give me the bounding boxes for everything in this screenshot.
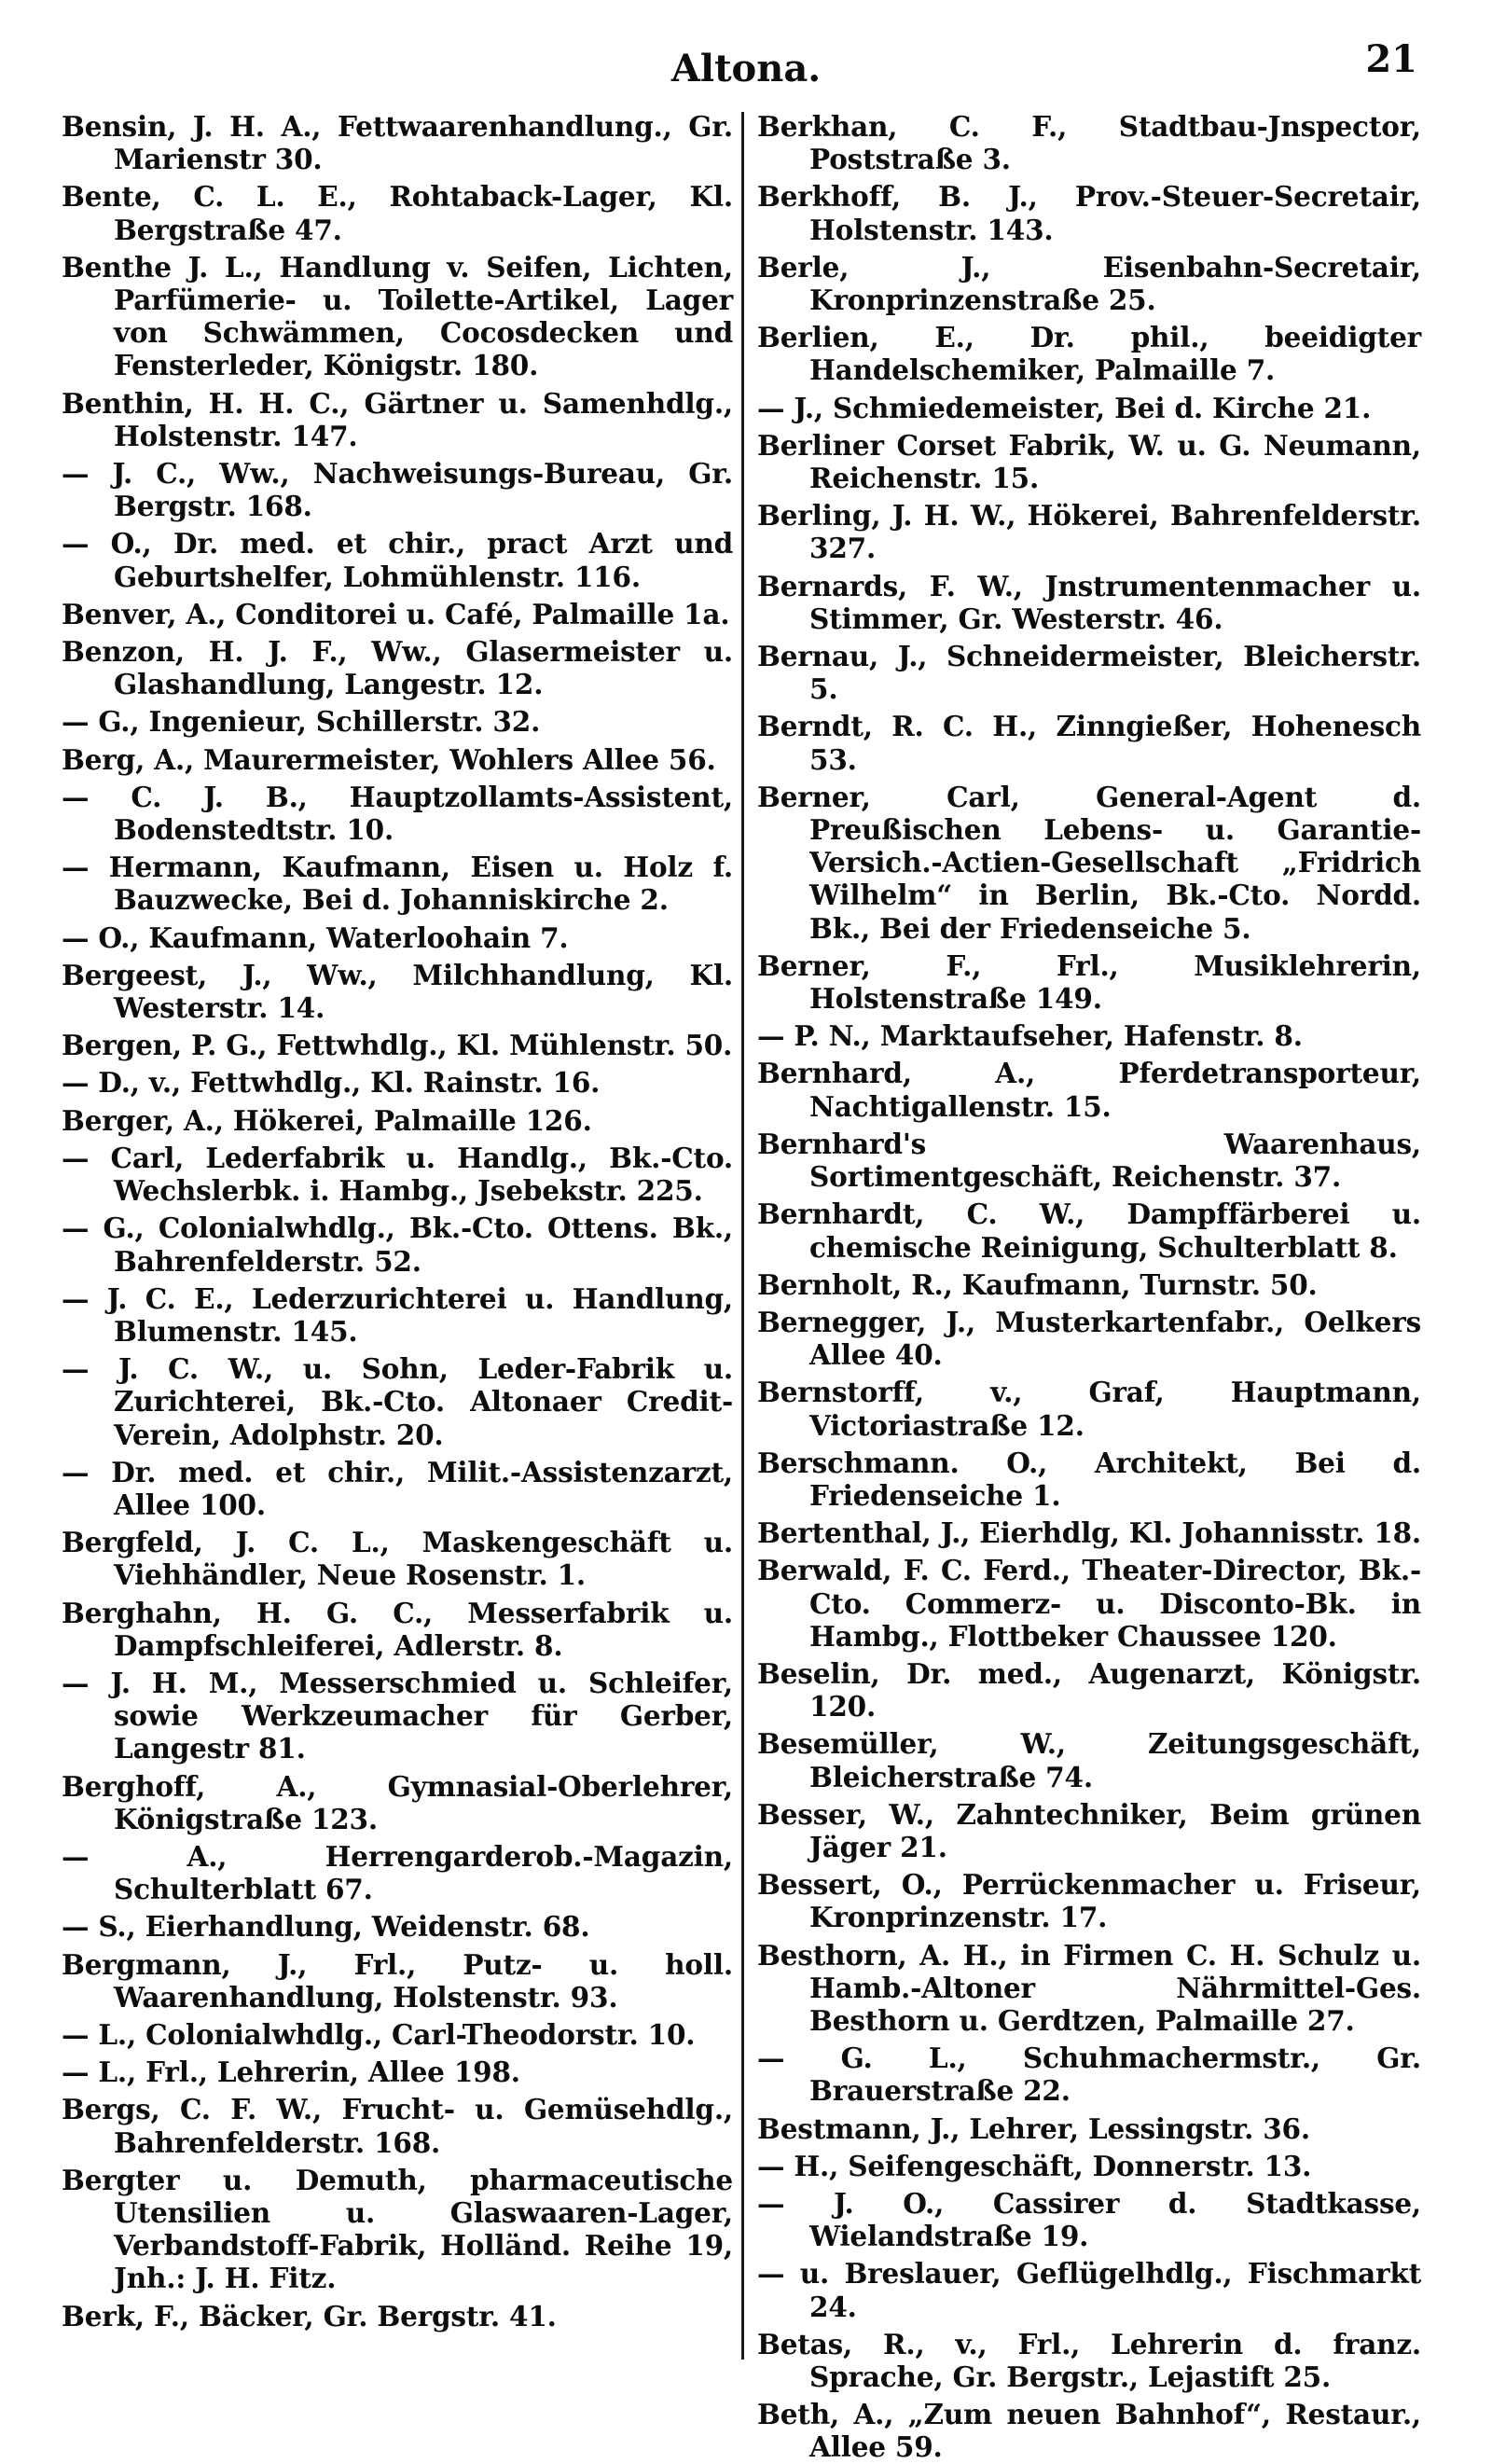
directory-entry: — J. C., Ww., Nachweisungs-Bureau, Gr. Bergstr. 168.	[62, 457, 733, 523]
directory-entry: Benthe J. L., Handlung v. Seifen, Lichten, Parfümerie- u. Toilette-Artikel, Lager von Schwämmen, Cocosdecken und Fensterleder, Königstr. 180.	[62, 250, 733, 382]
directory-entry: Bernstorff, v., Graf, Hauptmann, Victoriastraße 12.	[757, 1376, 1421, 1442]
directory-entry: Bernhardt, C. W., Dampffärberei u. chemische Reinigung, Schulterblatt 8.	[757, 1197, 1421, 1264]
directory-entry: — J. O., Cassirer d. Stadtkasse, Wielandstraße 19.	[757, 2186, 1421, 2253]
directory-entry: Berndt, R. C. H., Zinngießer, Hohenesch 53.	[757, 710, 1421, 776]
directory-entry: Besemüller, W., Zeitungsgeschäft, Bleicherstraße 74.	[757, 1727, 1421, 1793]
directory-entry: Betas, R., v., Frl., Lehrerin d. franz. Sprache, Gr. Bergstr., Lejastift 25.	[757, 2327, 1421, 2393]
left-column	[62, 110, 733, 2367]
directory-entry: Berschmann. O., Architekt, Bei d. Friedenseiche 1.	[757, 1446, 1421, 1512]
directory-entry: — P. N., Marktaufseher, Hafenstr. 8.	[757, 1019, 1303, 1053]
directory-entry: Bestmann, J., Lehrer, Lessingstr. 36.	[757, 2111, 1310, 2145]
directory-entry: Bessert, O., Perrückenmacher u. Friseur, Kronprinzenstr. 17.	[757, 1868, 1421, 1934]
directory-entry: Berkhan, C. F., Stadtbau-Jnspector, Poststraße 3.	[757, 110, 1421, 176]
directory-entry: — O., Dr. med. et chir., pract Arzt und Geburtshelfer, Lohmühlenstr. 116.	[62, 527, 733, 593]
directory-entry: Bensin, J. H. A., Fettwaarenhandlung., Gr. Marienstr 30.	[62, 110, 733, 176]
directory-entry: Berkhoff, B. J., Prov.-Steuer-Secretair, Holstenstr. 143.	[757, 180, 1421, 246]
directory-entry: Berner, F., Frl., Musiklehrerin, Holstenstraße 149.	[757, 948, 1421, 1016]
directory-entry: Benthin, H. H. C., Gärtner u. Samenhdlg., Holstenstr. 147.	[62, 386, 733, 452]
page-header	[0, 37, 1492, 103]
directory-entry: — G., Ingenieur, Schillerstr. 32.	[62, 705, 541, 739]
directory-entry: — A., Herrengarderob.-Magazin, Schulterblatt 67.	[62, 1839, 733, 1906]
directory-entry: Bergter u. Demuth, pharmaceutische Utensilien u. Glaswaaren-Lager, Verbandstoff-Fabrik, Holländ. Reihe 19, Jnh.: J. H. Fitz.	[62, 2163, 733, 2295]
directory-entry: Berle, J., Eisenbahn-Secretair, Kronprinzenstraße 25.	[757, 250, 1421, 317]
directory-entry: — C. J. B., Hauptzollamts-Assistent, Bodenstedtstr. 10.	[62, 780, 733, 847]
directory-entry: — H., Seifengeschäft, Donnerstr. 13.	[757, 2149, 1312, 2182]
directory-entry: Benver, A., Conditorei u. Café, Palmaille 1a.	[62, 597, 730, 630]
directory-entry: — O., Kaufmann, Waterloohain 7.	[62, 921, 569, 954]
directory-entry: Berlien, E., Dr. phil., beeidigter Handelschemiker, Palmaille 7.	[757, 321, 1421, 387]
directory-entry: — J. C. W., u. Sohn, Leder-Fabrik u. Zurichterei, Bk.-Cto. Altonaer Credit-Verein, Adolphstr. 20.	[62, 1352, 733, 1451]
directory-entry: Bertenthal, J., Eierhdlg, Kl. Johannisstr. 18.	[757, 1516, 1421, 1550]
directory-entry: — Dr. med. et chir., Milit.-Assistenzarzt, Allee 100.	[62, 1455, 733, 1521]
directory-entry: Berwald, F. C. Ferd., Theater-Director, Bk.-Cto. Commerz- u. Disconto-Bk. in Hambg., Flottbeker Chaussee 120.	[757, 1554, 1421, 1653]
directory-entry: Berner, Carl, General-Agent d. Preußischen Lebens- u. Garantie-Versich.-Actien-Gesellschaft „Fridrich Wilhelm“ in Berlin, Bk.-Cto. Nordd. Bk., Bei der Friedenseiche 5.	[757, 780, 1421, 945]
directory-entry: — Hermann, Kaufmann, Eisen u. Holz f. Bauzwecke, Bei d. Johanniskirche 2.	[62, 851, 733, 917]
directory-entry: Berghahn, H. G. C., Messerfabrik u. Dampfschleiferei, Adlerstr. 8.	[62, 1596, 733, 1662]
directory-entry: Bente, C. L. E., Rohtaback-Lager, Kl. Bergstraße 47.	[62, 180, 733, 246]
directory-entry: — L., Frl., Lehrerin, Allee 198.	[62, 2056, 520, 2089]
directory-entry: Bernhard's Waarenhaus, Sortimentgeschäft, Reichenstr. 37.	[757, 1127, 1421, 1194]
page-title: Altona.	[670, 47, 822, 90]
directory-entry: Bergen, P. G., Fettwhdlg., Kl. Mühlenstr. 50.	[62, 1029, 733, 1062]
directory-entry: — u. Breslauer, Geflügelhdlg., Fischmarkt 24.	[757, 2257, 1421, 2323]
directory-entry: — G. L., Schuhmachermstr., Gr. Brauerstraße 22.	[757, 2042, 1421, 2108]
directory-entry: Bergs, C. F. W., Frucht- u. Gemüsehdlg., Bahrenfelderstr. 168.	[62, 2093, 733, 2159]
directory-entry: Bernards, F. W., Jnstrumentenmacher u. Stimmer, Gr. Westerstr. 46.	[757, 569, 1421, 635]
directory-entry: Berger, A., Hökerei, Palmaille 126.	[62, 1103, 592, 1137]
directory-entry: — G., Colonialwhdlg., Bk.-Cto. Ottens. Bk., Bahrenfelderstr. 52.	[62, 1211, 733, 1278]
directory-entry: — Carl, Lederfabrik u. Handlg., Bk.-Cto. Wechslerbk. i. Hambg., Jsebekstr. 225.	[62, 1141, 733, 1208]
directory-entry: Bernhard, A., Pferdetransporteur, Nachtigallenstr. 15.	[757, 1057, 1421, 1123]
right-column	[757, 110, 1421, 2464]
directory-entry: Berliner Corset Fabrik, W. u. G. Neumann, Reichenstr. 15.	[757, 428, 1421, 495]
directory-entry: Beth, A., „Zum neuen Bahnhof“, Restaur., Allee 59.	[757, 2398, 1421, 2464]
directory-entry: — J. H. M., Messerschmied u. Schleifer, sowie Werkzeumacher für Gerber, Langestr 81.	[62, 1666, 733, 1765]
page-number: 21	[1365, 37, 1417, 81]
directory-entry: — D., v., Fettwhdlg., Kl. Rainstr. 16.	[62, 1066, 601, 1100]
directory-entry: Beselin, Dr. med., Augenarzt, Königstr. 120.	[757, 1656, 1421, 1723]
directory-entry: Bernholt, R., Kaufmann, Turnstr. 50.	[757, 1267, 1318, 1301]
directory-entry: Besthorn, A. H., in Firmen C. H. Schulz u. Hamb.-Altoner Nährmittel-Ges. Besthorn u. Gerdtzen, Palmaille 27.	[757, 1938, 1421, 2037]
directory-entry: — J., Schmiedemeister, Bei d. Kirche 21.	[757, 391, 1372, 424]
directory-entry: Besser, W., Zahntechniker, Beim grünen Jäger 21.	[757, 1797, 1421, 1863]
directory-entry: Berg, A., Maurermeister, Wohlers Allee 56.	[62, 742, 716, 776]
directory-entry: Bernegger, J., Musterkartenfabr., Oelkers Allee 40.	[757, 1305, 1421, 1372]
directory-entry: — S., Eierhandlung, Weidenstr. 68.	[62, 1910, 590, 1944]
directory-entry: Berk, F., Bäcker, Gr. Bergstr. 41.	[62, 2299, 557, 2332]
directory-entry: Berling, J. H. W., Hökerei, Bahrenfelderstr. 327.	[757, 499, 1421, 565]
directory-entry: Bernau, J., Schneidermeister, Bleicherstr. 5.	[757, 640, 1421, 706]
directory-entry: — J. C. E., Lederzurichterei u. Handlung, Blumenstr. 145.	[62, 1281, 733, 1348]
directory-entry: Benzon, H. J. F., Ww., Glasermeister u. Glashandlung, Langestr. 12.	[62, 635, 733, 701]
directory-entry: Bergmann, J., Frl., Putz- u. holl. Waarenhandlung, Holstenstr. 93.	[62, 1947, 733, 2014]
directory-entry: — L., Colonialwhdlg., Carl-Theodorstr. 10.	[62, 2017, 696, 2051]
column-divider	[741, 112, 744, 2360]
directory-entry: Berghoff, A., Gymnasial-Oberlehrer, Königstraße 123.	[62, 1769, 733, 1835]
directory-entry: Bergeest, J., Ww., Milchhandlung, Kl. Westerstr. 14.	[62, 958, 733, 1025]
directory-entry: Bergfeld, J. C. L., Maskengeschäft u. Viehhändler, Neue Rosenstr. 1.	[62, 1526, 733, 1592]
